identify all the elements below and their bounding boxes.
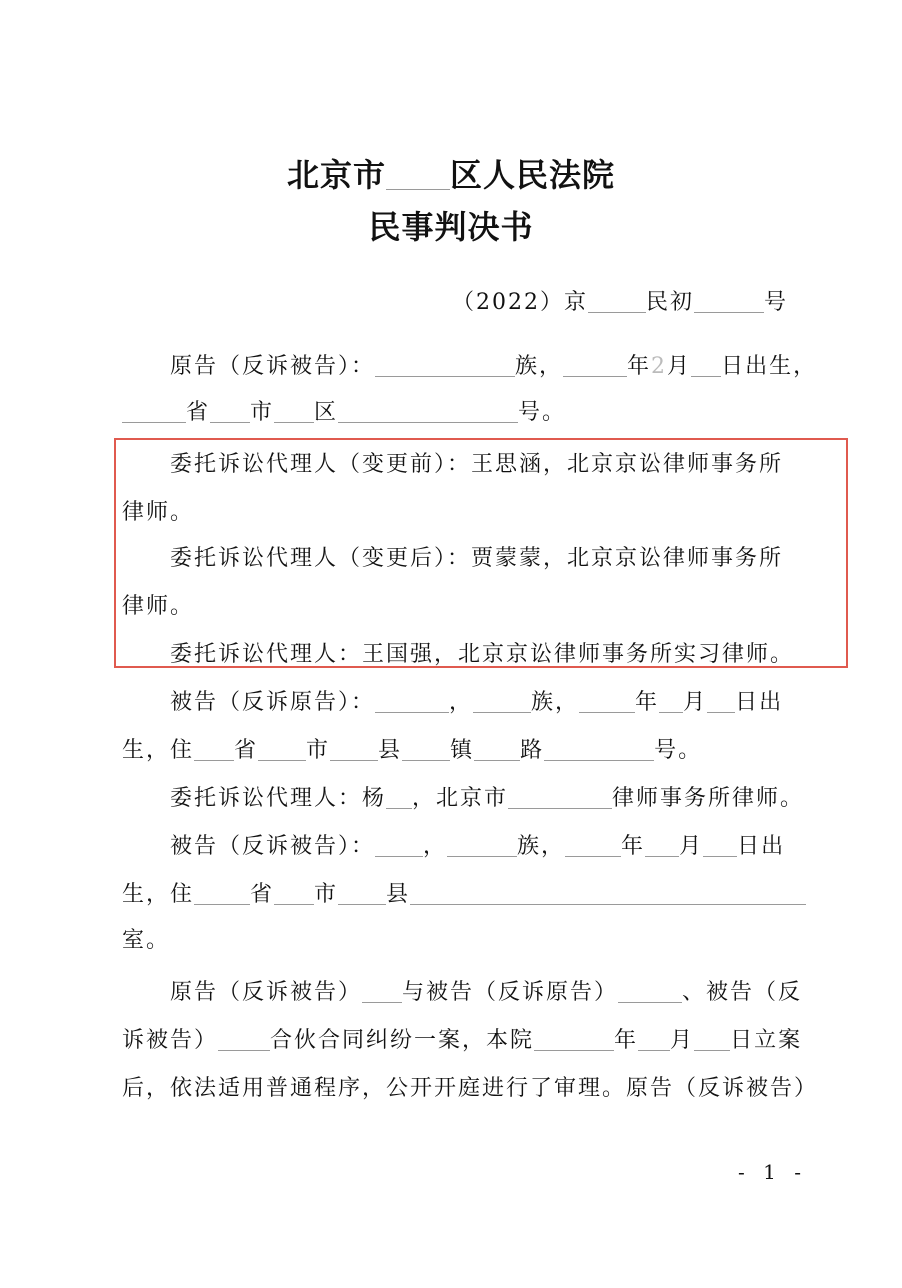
redacted-birth-month <box>659 690 683 713</box>
case-number: （2022）京 民初 号 <box>452 290 789 315</box>
redacted-defendant2-name <box>218 1028 270 1051</box>
redacted-birth-year <box>563 354 627 377</box>
redacted-filing-day <box>694 1028 730 1051</box>
redacted-plaintiff-name <box>362 980 402 1003</box>
plaintiff-address-line: 省 市 区 号。 <box>122 398 566 428</box>
page-number: - 1 - <box>738 1160 807 1184</box>
defendant2-line: 被告（反诉被告）： ， 族， 年 月 日出 <box>170 834 786 859</box>
redacted-plaintiff-name <box>375 354 453 377</box>
redacted-district <box>386 163 450 190</box>
redacted-birth-month <box>645 834 679 857</box>
plaintiff-line: 原告（反诉被告）： 族， 年2月 日出生， <box>170 354 818 379</box>
redacted-road <box>474 738 520 761</box>
agent-before-line-2: 律师。 <box>122 500 195 525</box>
case-summary-line-1: 原告（反诉被告） 与被告（反诉原告） 、被告（反 <box>170 980 803 1005</box>
redacted-province <box>194 882 250 905</box>
redacted-court-code <box>588 290 646 313</box>
redacted-street-number <box>544 738 654 761</box>
redacted-city <box>210 400 250 423</box>
redacted-law-firm <box>508 786 612 809</box>
redacted-birth-day <box>691 354 721 377</box>
redacted-birth-year <box>565 834 621 857</box>
court-suffix: 区人民法院 <box>450 156 616 194</box>
redacted-province <box>122 400 186 423</box>
agent-intern-line: 委托诉讼代理人：王国强，北京京讼律师事务所实习律师。 <box>170 642 795 667</box>
redacted-city <box>258 738 306 761</box>
redacted-county <box>338 882 386 905</box>
redacted-case-serial <box>694 290 764 313</box>
redacted-ethnicity <box>473 690 509 713</box>
redacted-street-address <box>410 882 806 905</box>
defendant1-address-line: 生，住 省 市 县 镇 路 号。 <box>122 738 703 763</box>
redacted-birth-year <box>579 690 635 713</box>
redacted-birth-day <box>703 834 737 857</box>
agent-after-line-2: 律师。 <box>122 594 195 619</box>
defendant1-line: 被告（反诉原告）： ， 族， 年 月 日出 <box>170 690 784 715</box>
agent-after-line: 委托诉讼代理人（变更后）：贾蒙蒙，北京京讼律师事务所 <box>170 546 784 571</box>
case-summary-line-3: 后，依法适用普通程序，公开开庭进行了审理。原告（反诉被告） <box>122 1076 819 1101</box>
court-title <box>0 150 902 196</box>
redacted-province <box>194 738 234 761</box>
redacted-agent-name <box>386 786 412 809</box>
defendant2-address-line: 生，住 省 市 县 <box>122 880 806 910</box>
redacted-ethnicity-2 <box>509 690 531 713</box>
redacted-town <box>402 738 450 761</box>
court-prefix: 北京市 <box>286 156 386 194</box>
redacted-defendant1-name <box>618 980 682 1003</box>
redacted-ethnicity <box>453 354 515 377</box>
redacted-defendant1-name <box>375 690 449 713</box>
redacted-city <box>274 882 314 905</box>
agent-before-line: 委托诉讼代理人（变更前）：王思涵，北京京讼律师事务所 <box>170 452 784 477</box>
redacted-filing-month <box>638 1028 670 1051</box>
redacted-street <box>338 400 518 423</box>
redacted-filing-year <box>534 1028 614 1051</box>
redacted-defendant2-name <box>375 834 423 857</box>
defendant2-room-line: 室。 <box>122 928 171 953</box>
redacted-district <box>274 400 314 423</box>
document-title: 民事判决书 <box>368 208 534 246</box>
redacted-county <box>330 738 378 761</box>
case-summary-line-2: 诉被告） 合伙合同纠纷一案，本院 年 月 日立案 <box>122 1028 803 1053</box>
redacted-ethnicity <box>447 834 517 857</box>
redacted-birth-day <box>707 690 735 713</box>
defendant1-agent-line: 委托诉讼代理人：杨 ，北京市 律师事务所律师。 <box>170 786 805 811</box>
